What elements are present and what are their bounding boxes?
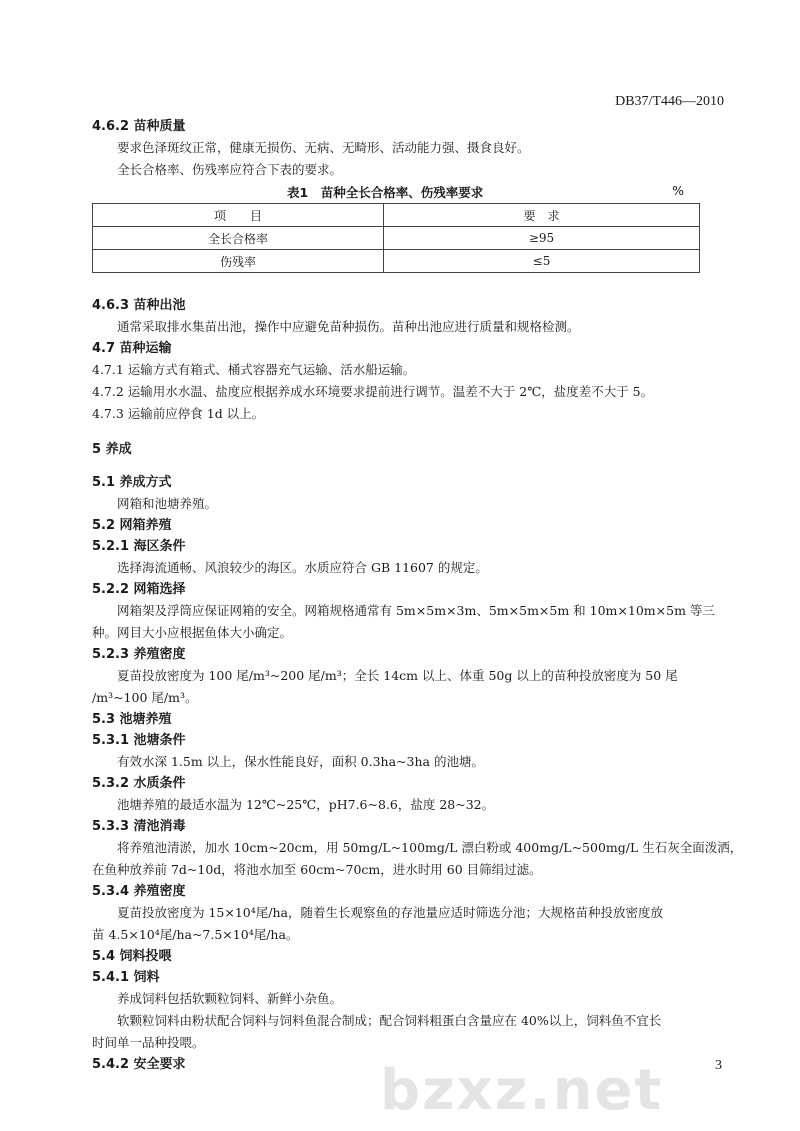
table-row [93, 227, 700, 250]
table-caption [92, 183, 742, 203]
heading-5-2: 5.2 网箱养殖 [92, 518, 172, 533]
heading-5-2-1: 5.2.1 海区条件 [92, 539, 186, 554]
paragraph: 夏苗投放密度为 15×10⁴尾/ha，随着生长观察鱼的存池量应适时筛选分池；大规格苗种投放密度放 [117, 905, 663, 920]
list-item: 4.7.2 运输用水水温、盐度应根据养成水环境要求提前进行调节。温差不大于 2℃，盐度差不大于 5。 [92, 384, 654, 399]
heading-5-3-4: 5.3.4 养殖密度 [92, 884, 186, 899]
paragraph-continuation: 苗 4.5×10⁴尾/ha~7.5×10⁴尾/ha。 [92, 927, 299, 942]
paragraph: 软颗粒饲料由粉状配合饲料与饲料鱼混合制成；配合饲料粗蛋白含量应在 40%以上，饲料鱼不宜长 [117, 1013, 662, 1028]
paragraph-continuation: /m³~100 尾/m³。 [92, 690, 198, 705]
heading-5-3: 5.3 池塘养殖 [92, 712, 172, 727]
table-title: 表1 苗种全长合格率、伤残率要求 [287, 185, 484, 200]
heading-5-3-1: 5.3.1 池塘条件 [92, 733, 186, 748]
heading-5-1: 5.1 养成方式 [92, 475, 172, 490]
paragraph: 要求色泽斑纹正常，健康无损伤、无病、无畸形、活动能力强、摄食良好。 [117, 140, 530, 155]
paragraph-continuation: 种。网目大小应根据鱼体大小确定。 [92, 625, 293, 640]
table-cell: 全长合格率 [93, 227, 384, 250]
standard-code: DB37/T446—2010 [615, 94, 724, 109]
table-header-cell: 项 目 [93, 204, 384, 227]
paragraph-continuation: 在鱼种放养前 7d~10d，将池水加至 60cm~70cm，进水时用 60 目筛绢过滤。 [92, 862, 542, 877]
requirements-table [92, 203, 700, 273]
paragraph: 有效水深 1.5m 以上，保水性能良好，面积 0.3ha~3ha 的池塘。 [117, 754, 484, 769]
paragraph: 通常采取排水集苗出池，操作中应避免苗种损伤。苗种出池应进行质量和规格检测。 [117, 319, 580, 334]
paragraph: 将养殖池清淤，加水 10cm~20cm，用 50mg/L~100mg/L 漂白粉或 400mg/L~500mg/L 生石灰全面泼洒， [117, 840, 742, 855]
watermark-text: bzxz.net [380, 1058, 664, 1123]
paragraph-continuation: 时间单一品种投喂。 [92, 1035, 205, 1050]
heading-4-7: 4.7 苗种运输 [92, 341, 172, 356]
table-row [93, 250, 700, 273]
list-item: 4.7.3 运输前应停食 1d 以上。 [92, 406, 265, 421]
heading-4-6-3: 4.6.3 苗种出池 [92, 298, 186, 313]
paragraph: 网箱架及浮筒应保证网箱的安全。网箱规格通常有 5m×5m×3m、5m×5m×5m 和 10m×10m×5m 等三 [117, 603, 715, 618]
table-header-row [93, 204, 700, 227]
page-number: 3 [715, 1058, 722, 1073]
heading-5-2-3: 5.2.3 养殖密度 [92, 647, 186, 662]
paragraph: 池塘养殖的最适水温为 12℃~25℃，pH7.6~8.6，盐度 28~32。 [117, 797, 495, 812]
table-unit: % [672, 183, 684, 198]
heading-5-3-2: 5.3.2 水质条件 [92, 776, 186, 791]
heading-5-3-3: 5.3.3 清池消毒 [92, 819, 186, 834]
paragraph: 夏苗投放密度为 100 尾/m³~200 尾/m³；全长 14cm 以上、体重 50g 以上的苗种投放密度为 50 尾 [117, 668, 678, 683]
table-cell: ≥95 [384, 227, 700, 250]
heading-4-6-2: 4.6.2 苗种质量 [92, 119, 186, 134]
paragraph: 养成饲料包括软颗粒饲料、新鲜小杂鱼。 [117, 991, 343, 1006]
heading-5-4-2: 5.4.2 安全要求 [92, 1057, 186, 1072]
paragraph: 选择海流通畅、风浪较少的海区。水质应符合 GB 11607 的规定。 [117, 560, 488, 575]
table-header-cell: 要 求 [384, 204, 700, 227]
list-item: 4.7.1 运输方式有箱式、桶式容器充气运输、活水船运输。 [92, 362, 416, 377]
paragraph: 网箱和池塘养殖。 [117, 496, 218, 511]
table-cell: 伤残率 [93, 250, 384, 273]
heading-5-2-2: 5.2.2 网箱选择 [92, 582, 186, 597]
heading-5: 5 养成 [92, 442, 132, 457]
paragraph: 全长合格率、伤残率应符合下表的要求。 [117, 162, 343, 177]
heading-5-4: 5.4 饲料投喂 [92, 949, 172, 964]
document-body [92, 116, 742, 1075]
heading-5-4-1: 5.4.1 饲料 [92, 970, 160, 985]
table-cell: ≤5 [384, 250, 700, 273]
